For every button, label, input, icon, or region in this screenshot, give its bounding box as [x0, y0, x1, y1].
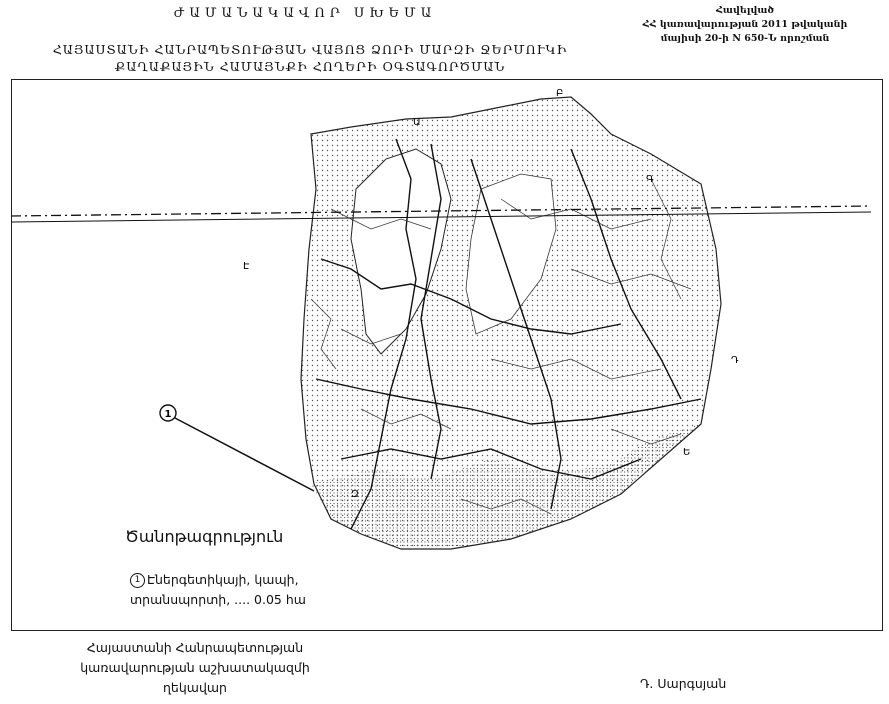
boundary-label-a: Ա: [413, 117, 421, 128]
boundary-label-e: Ե: [683, 447, 691, 458]
plot-marker-label: 1: [164, 409, 172, 420]
approval-line-1: Հավելված: [715, 5, 775, 16]
legend-item: [130, 570, 360, 610]
schema-subtitle: [30, 41, 590, 75]
approval-line-3: մայիսի 20-ի N 650-Ն որոշման: [660, 33, 830, 44]
approval-note: [640, 4, 850, 46]
signature-line-1: Հայաստանի Հանրապետության: [86, 640, 304, 655]
signature-line-2: կառավարության աշխատակազմի: [80, 660, 310, 675]
boundary-label-z: Զ: [351, 489, 359, 500]
boundary-label-d: Դ: [731, 355, 739, 366]
subtitle-line-1: ՀԱՅԱՍՏԱՆԻ ՀԱՆՐԱՊԵՏՈՒԹՅԱՆ ՎԱՅՈՑ ՁՈՐԻ ՄԱՐԶԻ ՋԵՐՄՈՒԿԻ: [52, 42, 568, 57]
plot-leader-line: [175, 418, 314, 491]
subtitle-line-2: ՔԱՂԱՔԱՅԻՆ ՀԱՄԱՅՆՔԻ ՀՈՂԵՐԻ ՕԳՏԱԳՈՐԾՄԱՆ: [114, 59, 506, 74]
land-use-map: [11, 79, 883, 631]
legend-item-line-1: Էներգետիկայի, կապի,: [147, 572, 299, 587]
legend-title: Ծանոթագրություն: [125, 527, 284, 546]
signature-position: [70, 638, 320, 698]
schema-title: ԺԱՄԱՆԱԿԱՎՈՐ ՍԽԵՄԱ: [173, 6, 437, 21]
approval-line-2: ՀՀ կառավարության 2011 թվականի: [642, 19, 848, 30]
boundary-label-b: Բ: [556, 88, 564, 99]
legend-item-line-2: տրանսպորտի, .... 0.05 հա: [130, 592, 306, 607]
signature-name: Դ. Սարգսյան: [640, 676, 727, 691]
boundary-label-g: Գ: [646, 174, 654, 185]
boundary-label-e2: Է: [243, 261, 250, 272]
signature-line-3: ղեկավար: [163, 680, 227, 695]
legend-marker-icon: 1: [130, 573, 145, 588]
